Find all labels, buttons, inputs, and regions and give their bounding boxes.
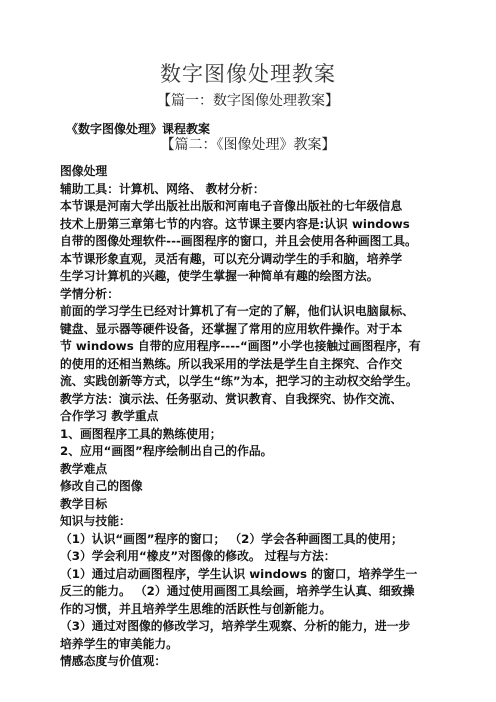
text-line: 合作学习 教学重点 (60, 409, 159, 423)
text-line: 的使用的还相当熟练。所以我采用的学法是学生自主探究、合作交 (60, 356, 403, 371)
body-text (60, 163, 460, 671)
text-line: 辅助工具：计算机、网络、 教材分析： (60, 181, 265, 196)
text-line: （1）通过启动画图程序，学生认识 windows 的窗口，培养学生一 (60, 566, 418, 581)
text-line: （3）学会利用“橡皮”对图像的修改。 过程与方法： (60, 549, 336, 563)
section-heading-part1: 【篇一：数字图像处理教案】 (157, 93, 339, 109)
text-line: 本节课形象直观，灵活有趣，可以充分调动学生的手和脑，培养学 (60, 251, 403, 266)
document-title: 数字图像处理教案 (160, 62, 336, 86)
course-title: 《数字图像处理》课程教案 (66, 122, 211, 136)
text-line: （3）通过对图像的修改学习，培养学生观察、分析的能力，进一步 (60, 619, 411, 633)
text-line: 本节课是河南大学出版社出版和河南电子音像出版社的七年级信息 (60, 199, 403, 213)
text-line: 学情分析： (60, 286, 119, 301)
text-line: 修改自己的图像 (60, 479, 143, 493)
text-line: 反三的能力。 （2）通过使用画图工具绘画，培养学生认真、细致操 (60, 584, 415, 598)
text-line: 键盘、显示器等硬件设备，还掌握了常用的应用软件操作。对于本 (60, 321, 403, 336)
section-heading-part2: 【篇二：《图像处理》教案】 (160, 137, 336, 153)
text-line: 作的习惯，并且培养学生思维的活跃性与创新能力。 (60, 601, 332, 616)
text-line: （1）认识“画图”程序的窗口； （2）学会各种画图工具的使用； (60, 531, 403, 546)
text-line: 情感态度与价值观： (60, 654, 167, 668)
text-line: 节 windows 自带的应用程序----“画图”小学也接触过画图程序，有 (60, 339, 421, 353)
text-line: 技术上册第三章第七节的内容。这节课主要内容是:认识 windows (60, 216, 410, 231)
text-line: 流、实践创新等方式，以学生“练”为本，把学习的主动权交给学生。 (60, 374, 418, 388)
text-line: 自带的图像处理软件---画图程序的窗口，并且会使用各种画图工具。 (60, 234, 417, 248)
text-line: 培养学生的审美能力。 (60, 636, 178, 651)
text-line: 2、应用“画图”程序绘制出自己的作品。 (60, 444, 273, 458)
text-line: 生学习计算机的兴趣，使学生掌握一种简单有趣的绘图方法。 (60, 269, 379, 283)
text-line: 教学难点 (60, 461, 108, 476)
text-line: 知识与技能： (60, 514, 131, 528)
text-line: 1、画图程序工具的熟练使用； (60, 426, 222, 441)
text-line: 前面的学习学生已经对计算机了有一定的了解，他们认识电脑鼠标、 (60, 304, 414, 318)
text-line: 图像处理 (60, 164, 108, 178)
text-line: 教学方法：演示法、任务驱动、赏识教育、自我探究、协作交流、 (60, 391, 403, 406)
text-line: 教学目标 (60, 496, 108, 511)
